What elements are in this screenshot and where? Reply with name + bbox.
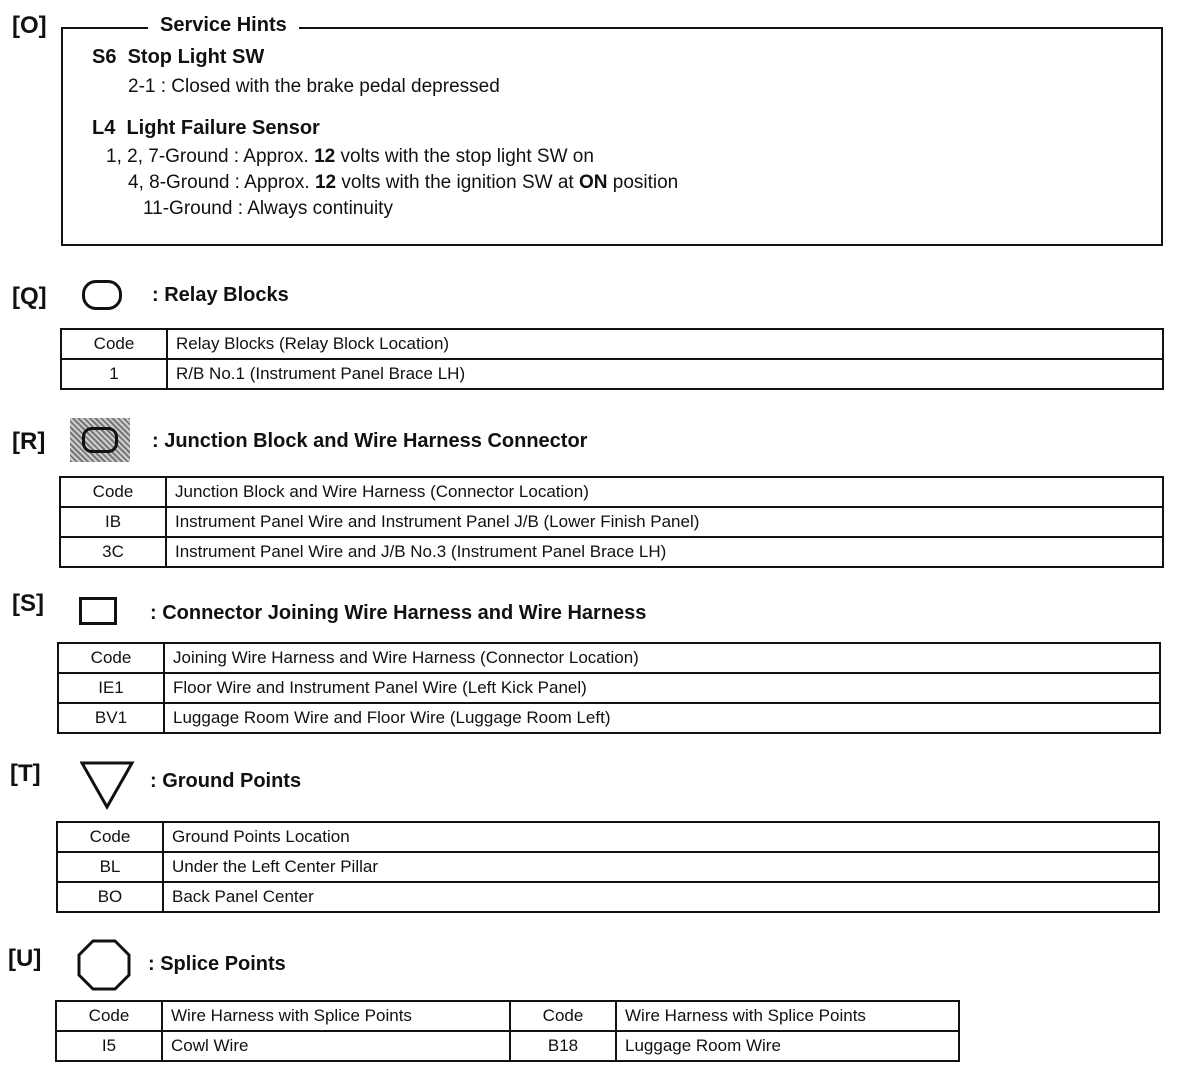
splice-points-title: : Splice Points <box>148 953 286 975</box>
table-row <box>58 703 1160 733</box>
row-harness-left: Cowl Wire <box>162 1031 510 1061</box>
header-harness-left: Wire Harness with Splice Points <box>162 1001 510 1031</box>
l4-hint-line-2 <box>128 172 678 194</box>
ground-triangle-symbol-icon <box>80 760 136 810</box>
table-row <box>60 537 1163 567</box>
l4-line2-on: ON <box>578 172 608 193</box>
table-row <box>58 673 1160 703</box>
l4-line2-text-e: position <box>607 172 679 193</box>
l4-line1-text-a: 1, 2, 7-Ground : Approx. <box>106 146 315 167</box>
l4-line2-text-c: volts with the ignition SW at <box>336 172 579 193</box>
s6-name: Stop Light SW <box>127 46 265 68</box>
table-header-row <box>56 1001 959 1031</box>
row-code-right: B18 <box>510 1031 616 1061</box>
table-header-row <box>57 822 1159 852</box>
s6-code: S6 <box>92 46 117 68</box>
table-row <box>57 852 1159 882</box>
junction-block-inner-icon <box>82 427 118 453</box>
header-code: Code <box>61 329 167 359</box>
header-location: Ground Points Location <box>163 822 1159 852</box>
l4-code: L4 <box>92 117 116 139</box>
header-harness-right: Wire Harness with Splice Points <box>616 1001 959 1031</box>
connector-symbol-icon <box>79 597 117 625</box>
row-location: Back Panel Center <box>163 882 1159 912</box>
ground-points-table <box>56 821 1160 913</box>
row-code: IB <box>60 507 166 537</box>
table-row <box>56 1031 959 1061</box>
relay-blocks-title: : Relay Blocks <box>152 284 289 306</box>
row-location: Under the Left Center Pillar <box>163 852 1159 882</box>
row-harness-right: Luggage Room Wire <box>616 1031 959 1061</box>
row-code-left: I5 <box>56 1031 162 1061</box>
table-header-row <box>60 477 1163 507</box>
header-code: Code <box>58 643 164 673</box>
row-location: Floor Wire and Instrument Panel Wire (Left Kick Panel) <box>164 673 1160 703</box>
header-code-left: Code <box>56 1001 162 1031</box>
header-location: Junction Block and Wire Harness (Connector Location) <box>166 477 1163 507</box>
l4-line1-text-c: volts with the stop light SW on <box>335 146 594 167</box>
section-label-s: [S] <box>12 590 44 617</box>
s6-hint-line: 2-1 : Closed with the brake pedal depressed <box>128 76 500 97</box>
s6-heading <box>92 46 264 69</box>
header-code: Code <box>60 477 166 507</box>
splice-points-table <box>55 1000 960 1062</box>
row-location: R/B No.1 (Instrument Panel Brace LH) <box>167 359 1163 389</box>
ground-points-title: : Ground Points <box>150 770 302 792</box>
section-label-u: [U] <box>8 945 42 972</box>
table-row <box>60 507 1163 537</box>
l4-line1-volts: 12 <box>314 146 336 167</box>
service-hints-title: Service Hints <box>148 14 299 37</box>
l4-heading <box>92 117 320 140</box>
row-code: BV1 <box>58 703 164 733</box>
connector-title: : Connector Joining Wire Harness and Wire Harness <box>150 602 647 624</box>
row-code: IE1 <box>58 673 164 703</box>
row-code: BL <box>57 852 163 882</box>
l4-line2-text-a: 4, 8-Ground : Approx. <box>128 172 315 193</box>
junction-block-title: : Junction Block and Wire Harness Connector <box>152 430 588 452</box>
section-label-o: [O] <box>12 12 47 39</box>
l4-line2-volts: 12 <box>314 172 337 193</box>
row-code: 3C <box>60 537 166 567</box>
section-label-t: [T] <box>10 760 41 787</box>
row-code: 1 <box>61 359 167 389</box>
section-label-r: [R] <box>12 428 46 455</box>
header-location: Relay Blocks (Relay Block Location) <box>167 329 1163 359</box>
l4-name: Light Failure Sensor <box>126 117 320 139</box>
relay-blocks-table <box>60 328 1164 390</box>
table-header-row <box>61 329 1163 359</box>
row-code: BO <box>57 882 163 912</box>
connector-table <box>57 642 1161 734</box>
header-code: Code <box>57 822 163 852</box>
row-location: Luggage Room Wire and Floor Wire (Luggage Room Left) <box>164 703 1160 733</box>
l4-hint-line-3: 11-Ground : Always continuity <box>143 198 393 219</box>
row-location: Instrument Panel Wire and Instrument Panel J/B (Lower Finish Panel) <box>166 507 1163 537</box>
relay-block-symbol-icon <box>82 280 122 310</box>
l4-hint-line-1 <box>106 146 594 168</box>
table-row <box>57 882 1159 912</box>
splice-octagon-symbol-icon <box>76 938 132 992</box>
junction-block-table <box>59 476 1164 568</box>
header-location: Joining Wire Harness and Wire Harness (Connector Location) <box>164 643 1160 673</box>
row-location: Instrument Panel Wire and J/B No.3 (Instrument Panel Brace LH) <box>166 537 1163 567</box>
table-row <box>61 359 1163 389</box>
section-label-q: [Q] <box>12 283 47 310</box>
header-code-right: Code <box>510 1001 616 1031</box>
table-header-row <box>58 643 1160 673</box>
